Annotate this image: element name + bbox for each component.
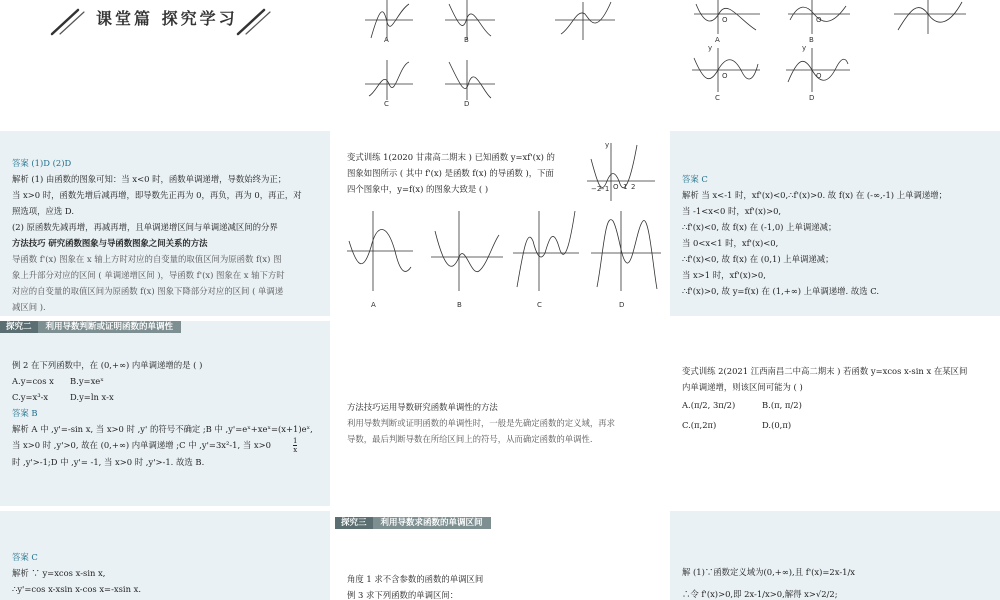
analysis-line-2: 当 -1<x<0 时，xf'(x)>0, bbox=[682, 206, 782, 216]
analysis-line-7: ∴f'(x)>0, 故 y=f(x) 在 (1,+∞) 上单调递增. 故选 C. bbox=[682, 286, 880, 296]
analysis-line-3: 时 ,y'>-1;D 中 ,y'= -1, 当 x>0 时 ,y'>-1. 故选 B. bbox=[12, 457, 205, 467]
graph-2c-label: C bbox=[715, 94, 720, 102]
exercise-line-1: 变式训练 2(2021 江西南昌二中高二期末 ) 若函数 y=xcos x-sin x 在某区间 bbox=[682, 366, 968, 376]
opt-graph-d bbox=[591, 211, 661, 291]
analysis-line-5: ∴f'(x)<0, 故 f(x) 在 (0,1) 上单调递减； bbox=[682, 254, 834, 264]
analysis-line-1: 解析 当 x<-1 时，xf'(x)<0,∴f'(x)>0. 故 f(x) 在 (-∞,-1) 上单调递增； bbox=[682, 190, 947, 200]
method-line-4: 减区间 ). bbox=[12, 302, 46, 312]
exercise-line-1: 变式训练 1(2020 甘肃高二期末 ) 已知函数 y=xf'(x) 的 bbox=[347, 152, 555, 162]
analysis-line-1: 解析 A 中 ,y'=-sin x, 当 x>0 时 ,y' 的符号不确定 ;B 中 ,y'=eˣ+xeˣ=(x+1)eˣ, bbox=[12, 424, 313, 434]
opt-graph-a bbox=[347, 211, 413, 291]
analysis-line-3: 照选项，应选 D. bbox=[12, 206, 74, 216]
xfp-y-label: y bbox=[605, 141, 610, 149]
method-panel-2 bbox=[335, 321, 665, 506]
angle-title: 角度 1 求不含参数的函数的单调区间 bbox=[347, 574, 484, 584]
answer-panel-3 bbox=[0, 511, 330, 600]
graph-b bbox=[445, 0, 495, 40]
option-c: C.y=x³-x bbox=[12, 392, 49, 402]
answer-text: 答案 C bbox=[12, 552, 38, 562]
xfp-tick-m2: −2 bbox=[591, 185, 602, 193]
method-line-2: 导数，最后判断导数在所给区间上的符号，从而确定函数的单调性. bbox=[347, 434, 593, 444]
graph-b-label: B bbox=[464, 36, 469, 44]
graph-2extra bbox=[894, 0, 966, 34]
graph-extra bbox=[555, 2, 615, 40]
option-d: D.y=ln x-x bbox=[70, 392, 114, 402]
page-title: 课堂篇 探究学习 bbox=[96, 9, 238, 28]
xfp-tick-1: 1 bbox=[623, 183, 628, 191]
exercise-line-2: 内单调递增，则该区间可能为 ( ) bbox=[682, 382, 803, 392]
options-row-1 bbox=[12, 373, 324, 389]
graph-a bbox=[365, 0, 413, 40]
graph-c bbox=[365, 60, 413, 100]
analysis-line-1: 解析 ∵ y=xcos x-sin x, bbox=[12, 568, 106, 578]
option-d: D.(0,π) bbox=[762, 420, 792, 430]
section-tag-bar bbox=[0, 321, 181, 333]
graph-2b-label: B bbox=[809, 36, 814, 44]
graph-2c-y: y bbox=[708, 44, 713, 52]
answer-text: 答案 C bbox=[682, 174, 708, 184]
analysis-line-2: ∴y'=cos x-xsin x-cos x=-xsin x. bbox=[12, 584, 142, 594]
example-panel-2 bbox=[0, 321, 330, 506]
graph-a-label: A bbox=[384, 36, 389, 44]
method-line-1: 利用导数判断或证明函数的单调性时，一般是先确定函数的定义域，再求 bbox=[347, 418, 615, 428]
analysis-line-2: 当 x>0 时 ,y'>0, 故在 (0,+∞) 内单调递增 ;C 中 ,y'=3x²-1, 当 x>0 $\frac{1}{x}$ bbox=[12, 437, 298, 454]
header-panel bbox=[0, 0, 330, 126]
graph-options-figure-1 bbox=[335, 0, 665, 126]
pen-stroke-left-icon bbox=[48, 8, 88, 36]
answer-text: 答案 (1)D (2)D bbox=[12, 158, 72, 168]
method-line-3: 对应的自变量的取值区间为原函数 f(x) 图象下降部分对应的区间 ( 单调递 bbox=[12, 286, 284, 296]
option-a: A.y=cos x bbox=[12, 376, 54, 386]
section-tag-bar bbox=[335, 517, 491, 529]
analysis-line-4: (2) 原函数先减再增，再减再增，且单调递增区间与单调递减区间的分界 bbox=[12, 222, 278, 232]
graph-d-label: D bbox=[464, 100, 470, 108]
graph-options-panel-2 bbox=[670, 0, 1000, 126]
graph-options-panel-1 bbox=[335, 0, 665, 126]
section-title: 利用导数求函数的单调区间 bbox=[373, 517, 491, 529]
options-row-2 bbox=[682, 417, 994, 433]
graph-2d-y: y bbox=[802, 44, 807, 52]
graph-2c-origin: O bbox=[722, 72, 728, 80]
analysis-line-1: 解析 (1) 由函数的图象可知：当 x<0 时，函数单调递增，导数始终为正； bbox=[12, 174, 287, 184]
graph-2d bbox=[786, 48, 850, 92]
example-question: 例 3 求下列函数的单调区间： bbox=[347, 590, 459, 600]
option-b: B.y=xeˣ bbox=[70, 376, 104, 386]
analysis-line-3: ∴f'(x)<0, 故 f(x) 在 (-1,0) 上单调递减； bbox=[682, 222, 837, 232]
solution-panel-3 bbox=[670, 511, 1000, 600]
graph-d bbox=[445, 60, 495, 100]
options-row-2 bbox=[12, 389, 324, 405]
method-line-2: 象上升部分对应的区间 ( 单调递增区间 )，导函数 f'(x) 图象在 x 轴下方时 bbox=[12, 270, 285, 280]
method-line-1: 导函数 f'(x) 图象在 x 轴上方时对应的自变量的取值区间为原函数 f(x) 图 bbox=[12, 254, 282, 264]
solution-line-2: ∴令 f'(x)>0,即 2x-1/x>0,解得 x>√2/2; bbox=[682, 589, 838, 599]
pen-stroke-right-icon bbox=[234, 8, 274, 36]
option-b: B.(π, π/2) bbox=[762, 400, 802, 410]
opt-graph-b bbox=[431, 211, 503, 291]
opt-graph-b-label: B bbox=[457, 301, 462, 309]
graph-2c bbox=[692, 48, 760, 92]
section-tag: 探究二 bbox=[0, 321, 38, 333]
section-title: 利用导数判断或证明函数的单调性 bbox=[38, 321, 182, 333]
opt-graph-d-label: D bbox=[619, 301, 625, 309]
answer-text: 答案 B bbox=[12, 408, 38, 418]
graph-2a-origin: O bbox=[722, 16, 728, 24]
graph-2d-origin: O bbox=[816, 72, 822, 80]
graph-2b-origin: O bbox=[816, 16, 822, 24]
xfp-tick-2: 2 bbox=[631, 183, 636, 191]
analysis-line-4: 当 0<x<1 时，xf'(x)<0, bbox=[682, 238, 779, 248]
example-question: 例 2 在下列函数中，在 (0,+∞) 内单调递增的是 ( ) bbox=[12, 360, 203, 370]
graph-c-label: C bbox=[384, 100, 389, 108]
option-c: C.(π,2π) bbox=[682, 420, 717, 430]
analysis-line-2: 当 x>0 时，函数先增后减再增，即导数先正再为 0，再负，再为 0，再正，对 bbox=[12, 190, 302, 200]
xfprime-graph bbox=[585, 141, 657, 203]
opt-graph-c bbox=[513, 211, 579, 291]
exercise-line-3: 四个图象中，y=f(x) 的图象大致是 ( ) bbox=[347, 184, 489, 194]
exercise-panel-1 bbox=[335, 131, 665, 316]
xfp-tick-m1: −1 bbox=[599, 185, 610, 193]
example-panel-3 bbox=[335, 511, 665, 600]
graph-options-figure-2 bbox=[670, 0, 1000, 126]
opt-graph-a-label: A bbox=[371, 301, 376, 309]
options-graphs bbox=[343, 207, 663, 313]
method-title: 方法技巧 研究函数图象与导函数图象之间关系的方法 bbox=[12, 238, 208, 248]
fraction: $\frac{1}{x}$ bbox=[292, 437, 298, 454]
exercise-line-2: 图象如图所示 ( 其中 f'(x) 是函数 f(x) 的导函数 )，下面 bbox=[347, 168, 554, 178]
graph-2a-label: A bbox=[715, 36, 720, 44]
exercise-panel-2 bbox=[670, 321, 1000, 506]
answer-panel-2 bbox=[670, 131, 1000, 316]
analysis-line-6: 当 x>1 时，xf'(x)>0, bbox=[682, 270, 766, 280]
section-tag: 探究三 bbox=[335, 517, 373, 529]
option-a: A.(π/2, 3π/2) bbox=[682, 400, 736, 410]
options-row-1 bbox=[682, 397, 994, 413]
answer-panel-1 bbox=[0, 131, 330, 316]
solution-line-1: 解 (1)∵函数定义域为(0,+∞),且 f'(x)=2x-1/x bbox=[682, 567, 856, 577]
method-title: 方法技巧运用导数研究函数单调性的方法 bbox=[347, 402, 498, 412]
xfp-tick-o: O bbox=[613, 183, 619, 191]
graph-2d-label: D bbox=[809, 94, 815, 102]
opt-graph-c-label: C bbox=[537, 301, 542, 309]
